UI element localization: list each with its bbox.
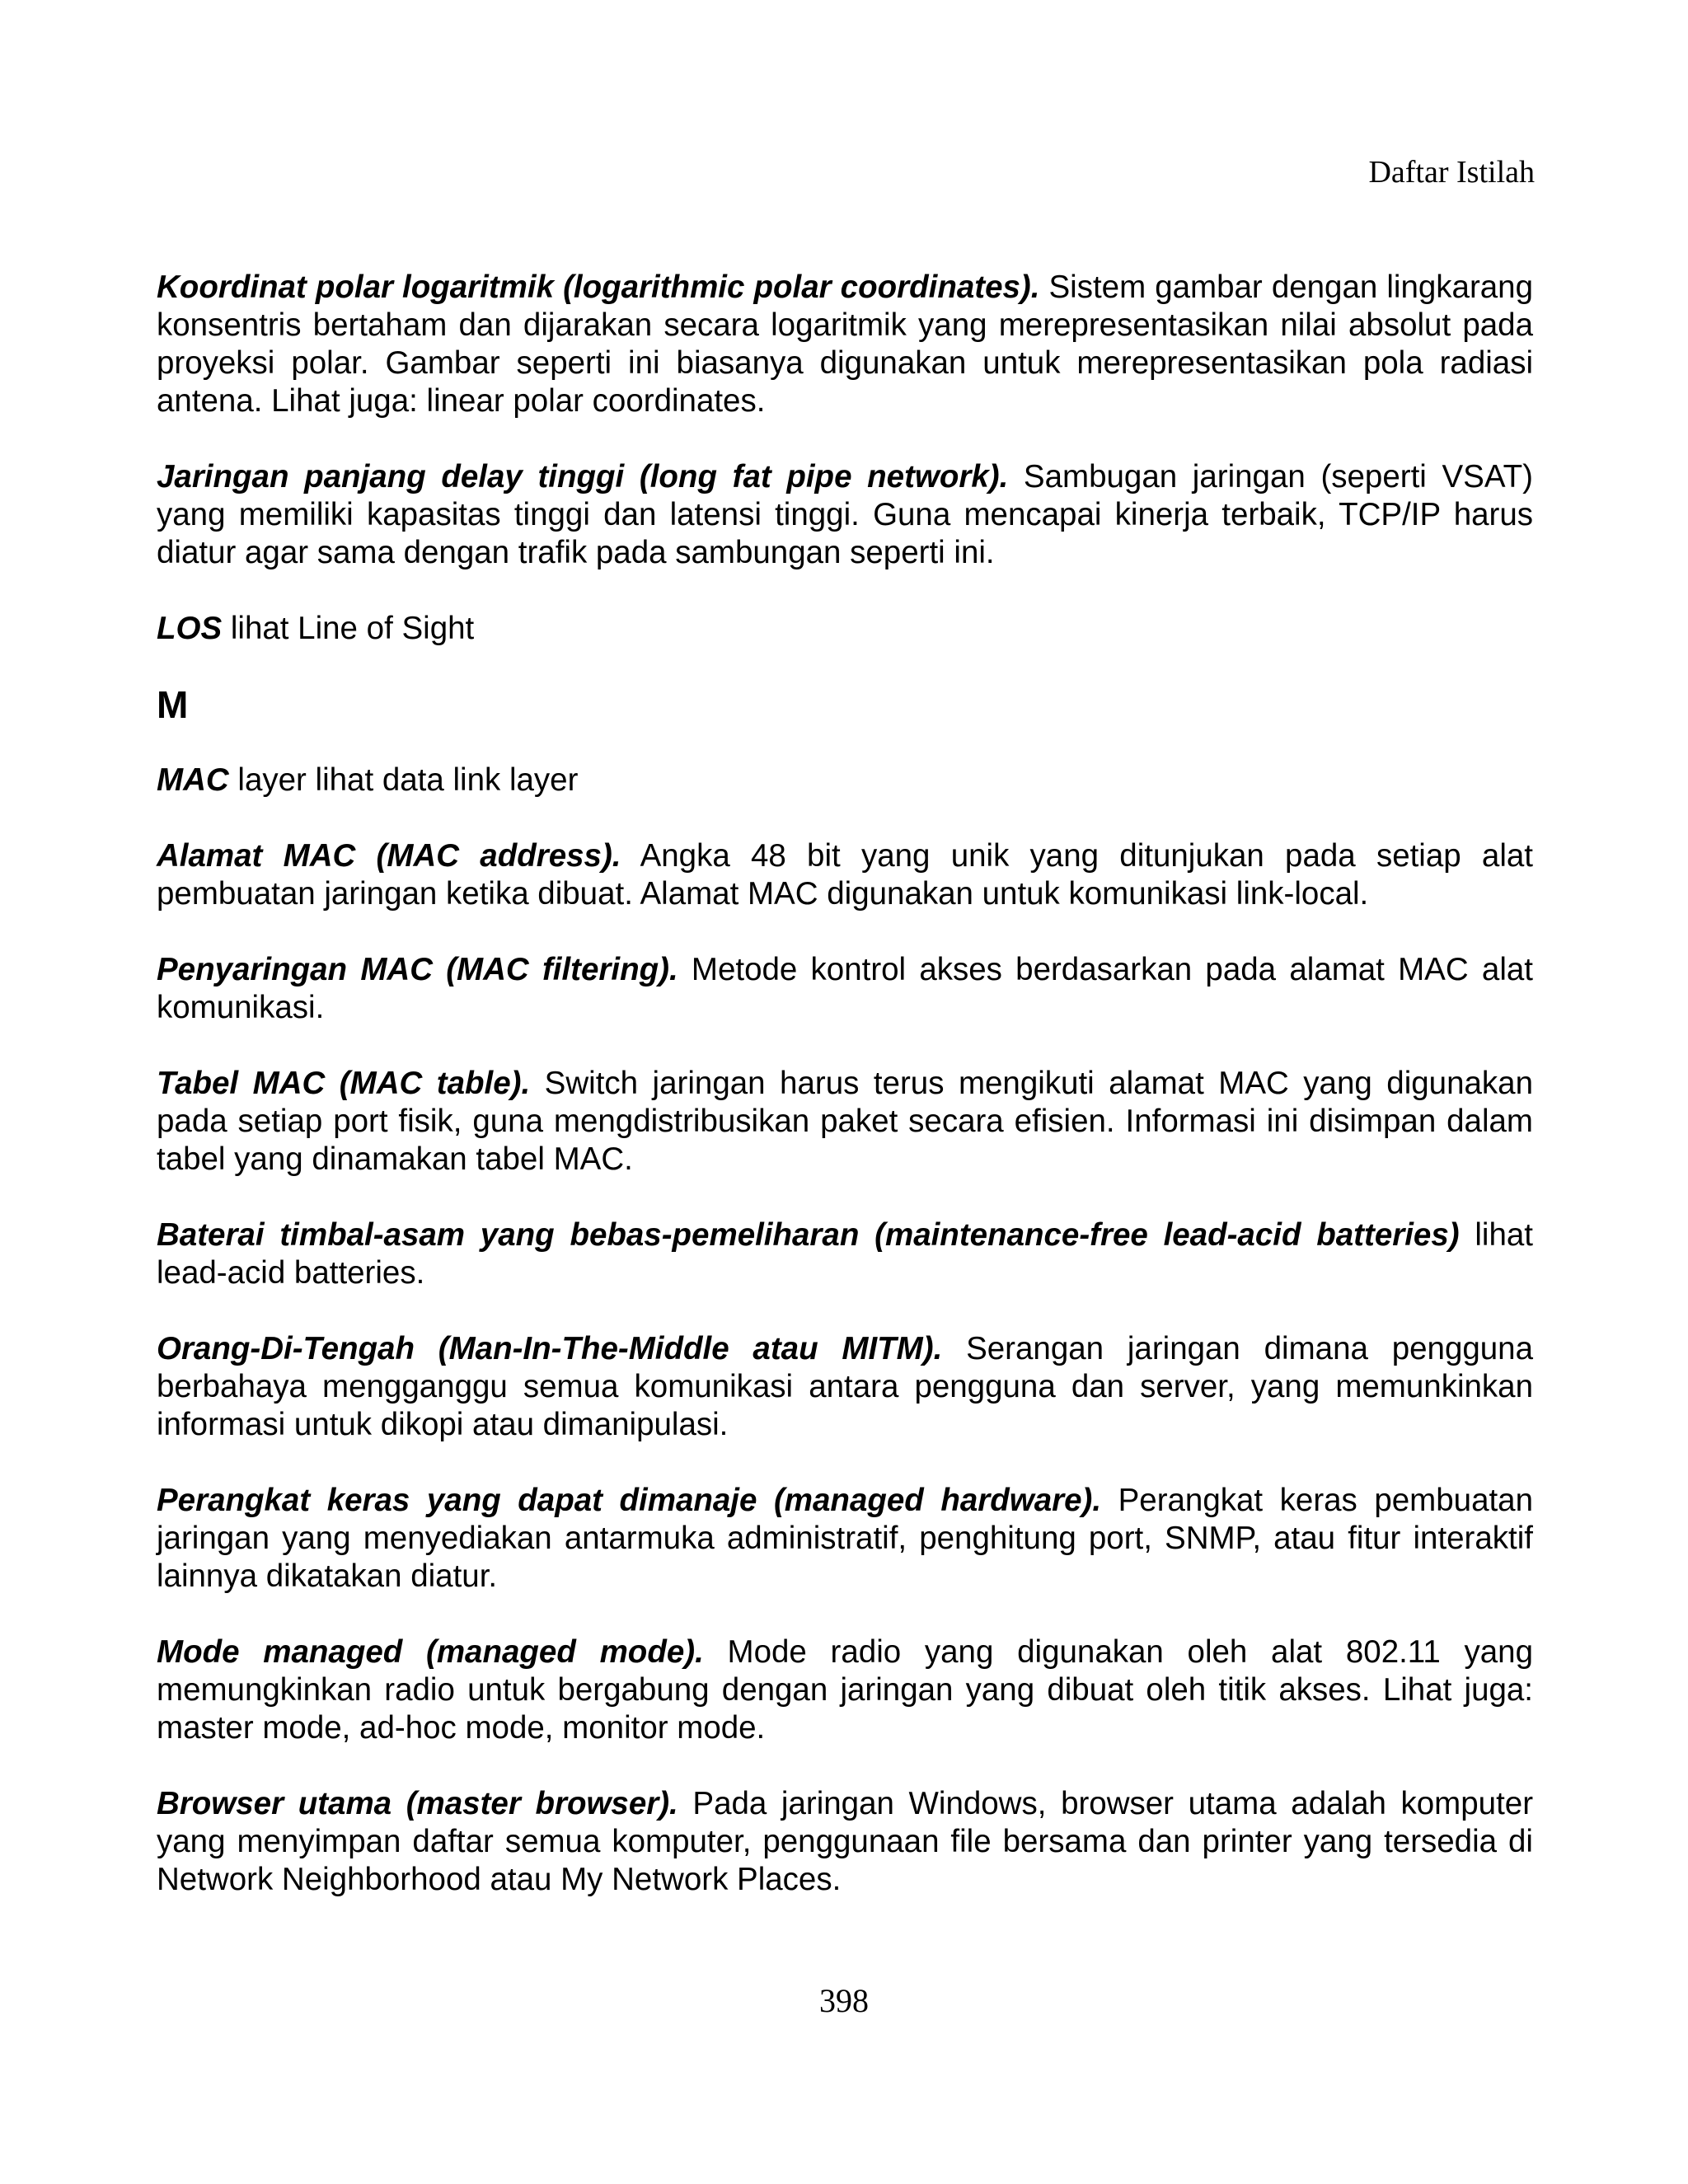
entry-term: Browser utama (master browser). bbox=[157, 1786, 678, 1821]
entry-definition: layer lihat data link layer bbox=[228, 762, 579, 798]
entry-definition: lihat Line of Sight bbox=[222, 611, 475, 646]
glossary-entry-lead-acid-batteries bbox=[157, 1216, 1533, 1292]
entry-term: LOS bbox=[157, 611, 223, 646]
glossary-entry-managed-hardware bbox=[157, 1482, 1533, 1596]
glossary-entry-mac-layer bbox=[157, 762, 1533, 799]
entry-term: Jaringan panjang delay tinggi (long fat pipe network). bbox=[157, 459, 1009, 494]
entry-definition: Switch jaringan harus terus mengikuti alamat MAC yang digunakan pada setiap port fisik, guna mengdistribusikan paket secara efisien. Informasi ini disimpan dalam tabel yang dinamakan tabel MAC. bbox=[157, 1066, 1533, 1177]
entry-definition: lihat lead-acid batteries. bbox=[157, 1217, 1533, 1291]
glossary-entry-mitm bbox=[157, 1330, 1533, 1444]
entry-definition: Perangkat keras pembuatan jaringan yang menyediakan antarmuka administratif, penghitung port, SNMP, atau fitur interaktif lainnya dikatakan diatur. bbox=[157, 1483, 1534, 1594]
glossary-entry-mac-table bbox=[157, 1065, 1533, 1179]
glossary-entry-master-browser bbox=[157, 1785, 1533, 1899]
entry-definition: Pada jaringan Windows, browser utama adalah komputer yang menyimpan daftar semua komputer, penggunaan file bersama dan printer yang tersedia di Network Neighborhood atau My Network Places. bbox=[157, 1786, 1534, 1897]
entry-definition: Sambugan jaringan (seperti VSAT) yang memiliki kapasitas tinggi dan latensi tinggi. Guna mencapai kinerja terbaik, TCP/IP harus diatur agar sama dengan trafik pada sambungan seperti ini. bbox=[157, 459, 1533, 570]
glossary-entry-long-fat-pipe bbox=[157, 458, 1533, 572]
entry-term: Penyaringan MAC (MAC filtering). bbox=[157, 952, 678, 987]
page-number: 398 bbox=[819, 1982, 869, 2019]
entry-term: Koordinat polar logaritmik (logarithmic polar coordinates). bbox=[157, 269, 1040, 305]
glossary-body bbox=[157, 269, 1533, 1937]
entry-definition: Metode kontrol akses berdasarkan pada alamat MAC alat komunikasi. bbox=[157, 952, 1533, 1025]
entry-term: Perangkat keras yang dapat dimanaje (managed hardware). bbox=[157, 1483, 1102, 1518]
entry-term: Baterai timbal-asam yang bebas-pemeliharan (maintenance-free lead-acid batteries) bbox=[157, 1217, 1460, 1253]
entry-term: Mode managed (managed mode). bbox=[157, 1634, 704, 1670]
entry-definition: Mode radio yang digunakan oleh alat 802.11 yang memungkinkan radio untuk bergabung dengan jaringan yang dibuat oleh titik akses. Lihat juga: master mode, ad-hoc mode, monitor mode. bbox=[157, 1634, 1533, 1746]
entry-definition: Serangan jaringan dimana pengguna berbahaya mengganggu semua komunikasi antara pengguna dan server, yang memunkinkan informasi untuk dikopi atau dimanipulasi. bbox=[157, 1331, 1534, 1442]
glossary-entry-mac-address bbox=[157, 837, 1533, 913]
glossary-entry-mac-filtering bbox=[157, 951, 1533, 1027]
glossary-entry-koordinat-polar bbox=[157, 269, 1533, 420]
entry-definition: Sistem gambar dengan lingkarang konsentris bertaham dan dijarakan secara logaritmik yang merepresentasikan nilai absolut pada proyeksi polar. Gambar seperti ini biasanya digunakan untuk merepresentasikan pola radiasi antena. Lihat juga: linear polar coordinates. bbox=[157, 269, 1534, 419]
glossary-entry-los bbox=[157, 610, 1533, 648]
section-letter-heading: M bbox=[157, 683, 189, 726]
running-header: Daftar Istilah bbox=[1368, 155, 1535, 190]
entry-definition: Angka 48 bit yang unik yang ditunjukan pada setiap alat pembuatan jaringan ketika dibuat. Alamat MAC digunakan untuk komunikasi link-local. bbox=[157, 838, 1533, 912]
entry-term: Alamat MAC (MAC address). bbox=[157, 838, 621, 874]
glossary-entry-managed-mode bbox=[157, 1633, 1533, 1747]
entry-term: MAC bbox=[157, 762, 229, 798]
entry-term: Orang-Di-Tengah (Man-In-The-Middle atau MITM). bbox=[157, 1331, 943, 1366]
entry-term: Tabel MAC (MAC table). bbox=[157, 1066, 531, 1101]
